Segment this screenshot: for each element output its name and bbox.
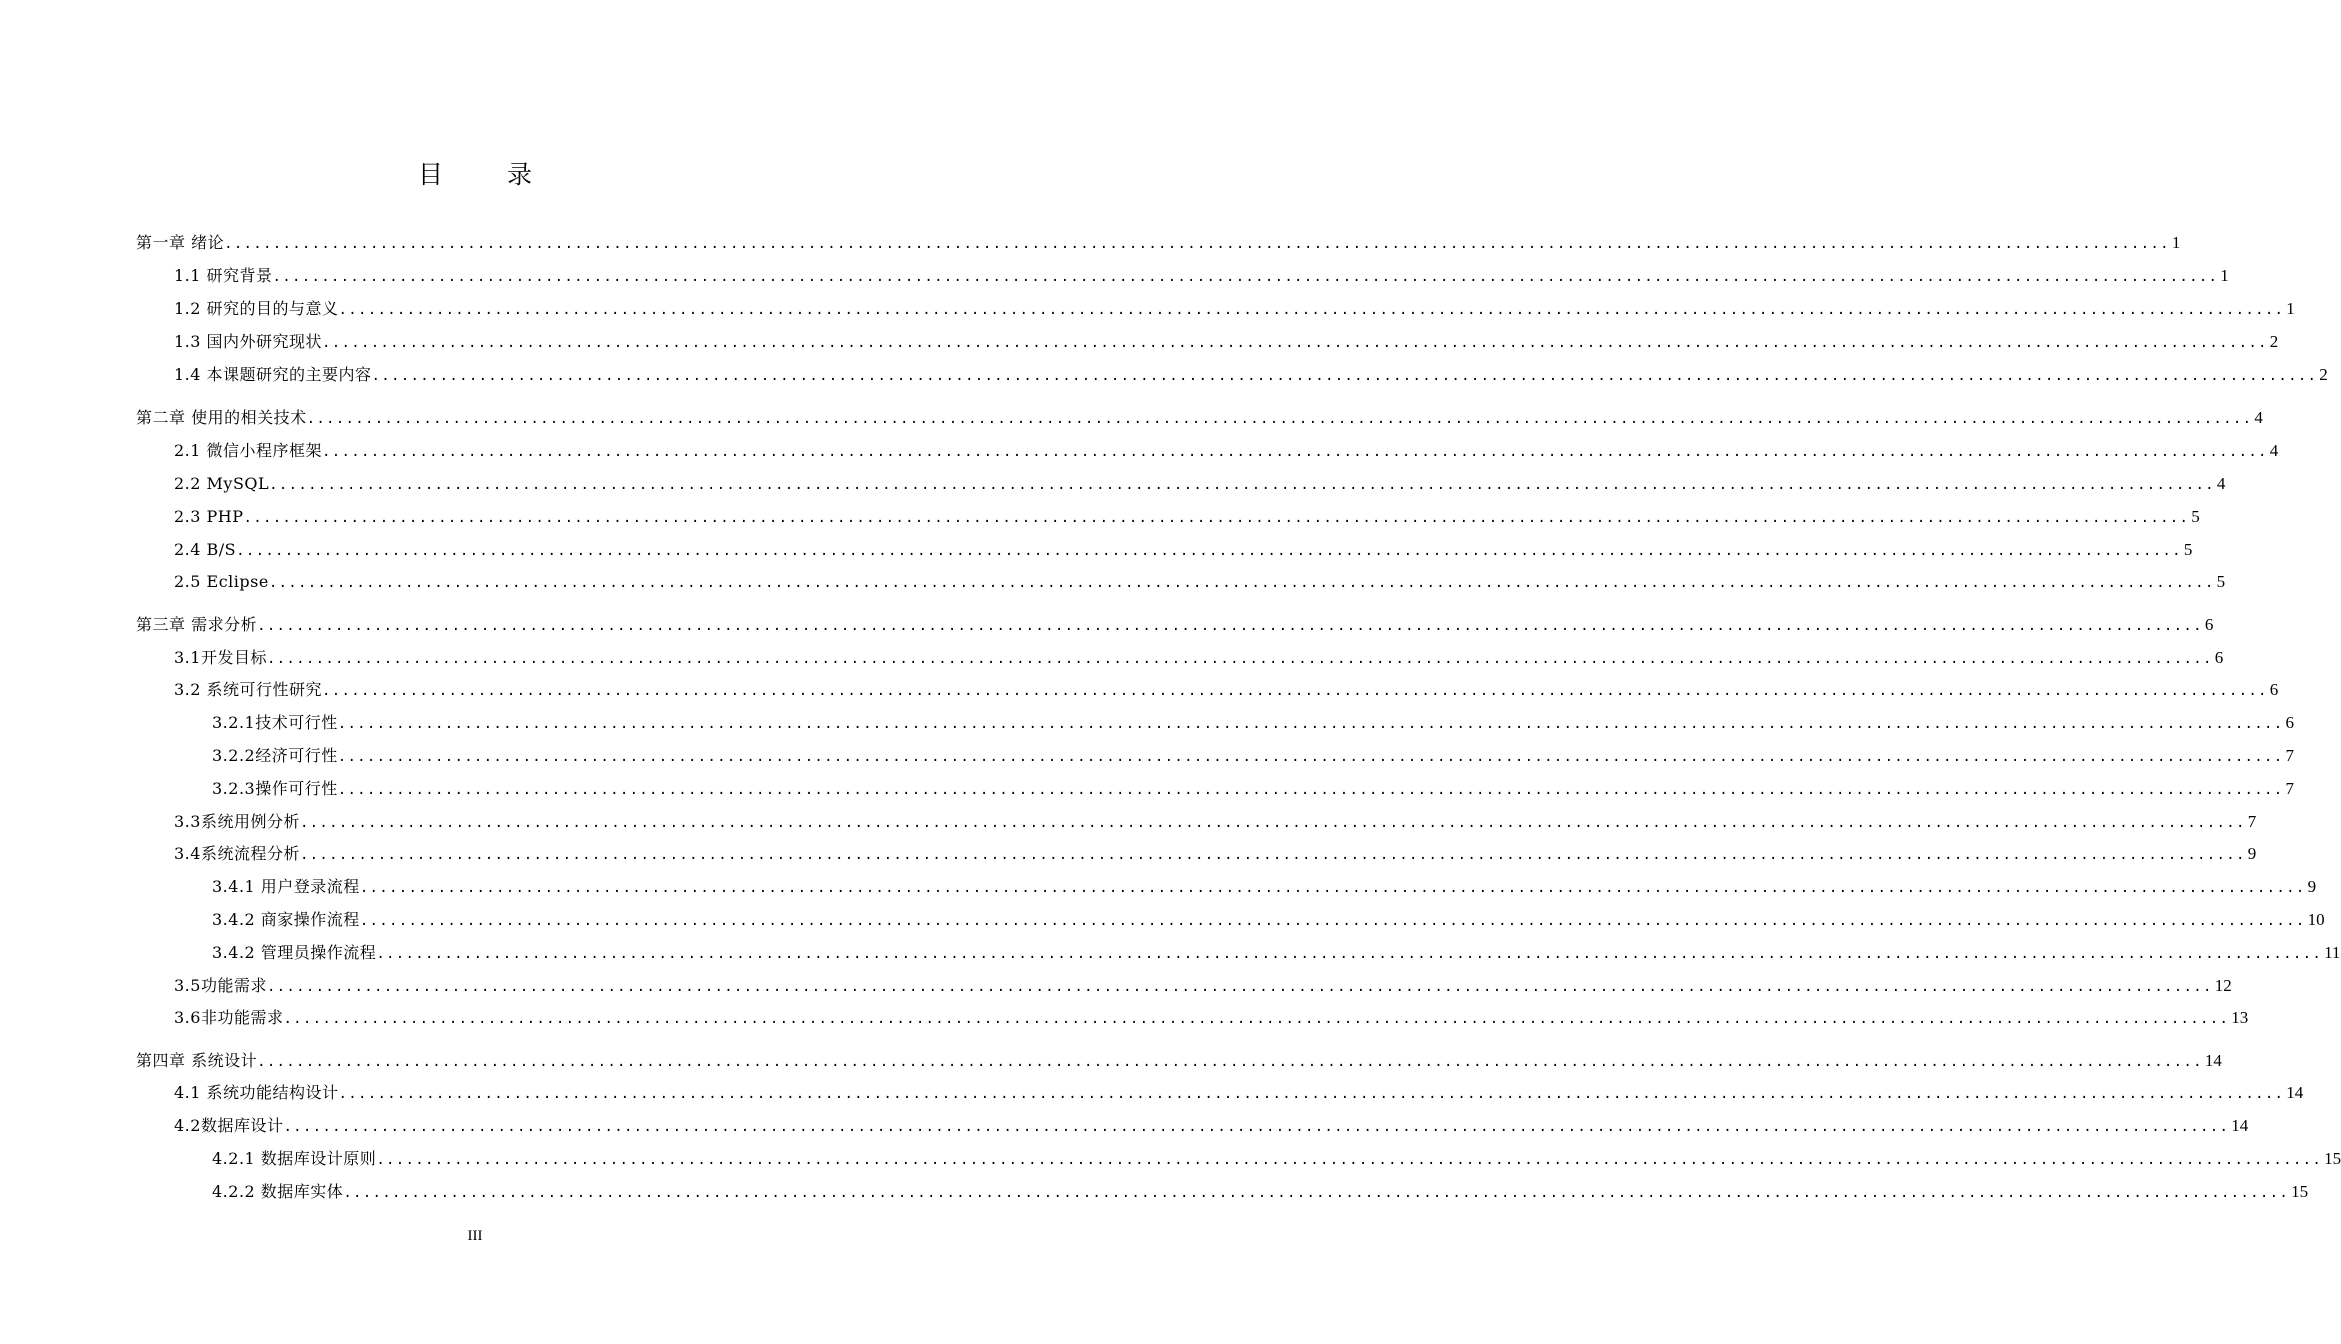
toc-entry-label: 4.2.1 数据库设计原则 — [212, 1149, 377, 1168]
toc-dot-leader: ........................................................................................................................................................................................................ — [283, 1119, 2230, 1135]
toc-dot-leader: ........................................................................................................................................................................................................ — [322, 444, 2268, 460]
toc-entry[interactable] — [212, 941, 2341, 965]
toc-entry-page-number: 9 — [2247, 844, 2257, 863]
toc-dot-leader: ........................................................................................................................................................................................................ — [359, 880, 2306, 896]
toc-entry-label: 3.3系统用例分析 — [174, 812, 300, 831]
toc-dot-leader: ........................................................................................................................................................................................................ — [306, 411, 2253, 427]
toc-entry-label: 3.2 系统可行性研究 — [174, 680, 323, 699]
toc-entry-label: 3.2.3操作可行性 — [212, 779, 338, 798]
toc-dot-leader: ........................................................................................................................................................................................................ — [283, 1011, 2230, 1027]
toc-entry-page-number: 13 — [2231, 1008, 2249, 1027]
toc-entry-label: 4.2.2 数据库实体 — [212, 1182, 344, 1201]
toc-entry[interactable] — [174, 264, 2229, 288]
toc-entry-page-number: 5 — [2191, 507, 2200, 526]
toc-entry[interactable] — [174, 1114, 2249, 1138]
toc-entry[interactable] — [174, 330, 2279, 354]
toc-dot-leader: ........................................................................................................................................................................................................ — [371, 368, 2318, 384]
toc-dot-leader: ........................................................................................................................................................................................................ — [272, 269, 2219, 285]
toc-entry-label: 2.4 B/S — [174, 540, 237, 559]
toc-dot-leader: ........................................................................................................................................................................................................ — [343, 1185, 2290, 1201]
toc-entry[interactable] — [174, 1006, 2249, 1030]
toc-entry-label: 3.5功能需求 — [174, 976, 267, 995]
toc-entry[interactable] — [174, 570, 2226, 594]
toc-entry-label: 2.1 微信小程序框架 — [174, 441, 323, 460]
toc-entry[interactable] — [212, 777, 2294, 801]
toc-entry-page-number: 9 — [2307, 877, 2317, 896]
toc-entry-page-number: 15 — [2324, 1149, 2341, 1168]
toc-entry[interactable] — [174, 363, 2328, 387]
toc-dot-leader: ........................................................................................................................................................................................................ — [243, 510, 2190, 526]
toc-dot-leader: ........................................................................................................................................................................................................ — [257, 1054, 2203, 1070]
toc-dot-leader: ........................................................................................................................................................................................................ — [338, 1086, 2285, 1102]
toc-entry-label: 1.4 本课题研究的主要内容 — [174, 365, 372, 384]
toc-entry[interactable] — [174, 439, 2279, 463]
toc-entry-label: 2.2 MySQL — [174, 474, 270, 493]
toc-entry-label: 3.1开发目标 — [174, 648, 267, 667]
toc-entry-page-number: 11 — [2324, 943, 2341, 962]
toc-entry[interactable] — [174, 974, 2232, 998]
toc-entry-page-number: 6 — [2204, 615, 2214, 634]
toc-entry[interactable] — [136, 613, 2214, 637]
toc-entry-label: 1.1 研究背景 — [174, 266, 273, 285]
toc-entry[interactable] — [174, 472, 2226, 496]
toc-entry-label: 3.2.2经济可行性 — [212, 746, 338, 765]
toc-entry[interactable] — [174, 646, 2224, 670]
toc-dot-leader: ........................................................................................................................................................................................................ — [337, 749, 2284, 765]
toc-entry[interactable] — [174, 678, 2279, 702]
toc-entry[interactable] — [174, 810, 2257, 834]
toc-entry-label: 4.1 系统功能结构设计 — [174, 1083, 339, 1102]
toc-entry-label: 第三章 需求分析 — [136, 615, 258, 634]
toc-entry-page-number: 14 — [2204, 1051, 2222, 1070]
toc-dot-leader: ........................................................................................................................................................................................................ — [236, 543, 2182, 559]
page-title: 目 录 — [418, 160, 560, 189]
toc-entry-page-number: 14 — [2231, 1116, 2249, 1135]
toc-entry-page-number: 2 — [2269, 332, 2279, 351]
toc-entry-label: 1.2 研究的目的与意义 — [174, 299, 339, 318]
toc-entry-label: 第二章 使用的相关技术 — [136, 408, 307, 427]
toc-dot-leader: ........................................................................................................................................................................................................ — [269, 477, 2215, 493]
toc-entry-page-number: 7 — [2285, 746, 2294, 765]
toc-entry-page-number: 5 — [2216, 572, 2226, 591]
toc-entry[interactable] — [212, 711, 2294, 735]
toc-entry-label: 3.6非功能需求 — [174, 1008, 284, 1027]
toc-entry-label: 3.2.1技术可行性 — [212, 713, 338, 732]
toc-dot-leader: ........................................................................................................................................................................................................ — [376, 1152, 2323, 1168]
toc-entry-page-number: 1 — [2220, 266, 2229, 285]
toc-entry-label: 4.2数据库设计 — [174, 1116, 284, 1135]
toc-dot-leader: ........................................................................................................................................................................................................ — [299, 847, 2246, 863]
toc-entry[interactable] — [136, 406, 2263, 430]
toc-dot-leader: ........................................................................................................................................................................................................ — [257, 618, 2203, 634]
toc-dot-leader: ........................................................................................................................................................................................................ — [322, 335, 2268, 351]
toc-entry-page-number: 7 — [2285, 779, 2294, 798]
toc-entry[interactable] — [212, 875, 2317, 899]
toc-entry-label: 3.4.2 管理员操作流程 — [212, 943, 377, 962]
toc-entry-label: 3.4.1 用户登录流程 — [212, 877, 360, 896]
toc-entry-label: 3.4.2 商家操作流程 — [212, 910, 360, 929]
toc-entry[interactable] — [174, 1081, 2304, 1105]
toc-entry[interactable] — [212, 908, 2325, 932]
toc-entry-page-number: 14 — [2286, 1083, 2304, 1102]
toc-entry[interactable] — [174, 538, 2193, 562]
toc-entry-label: 第四章 系统设计 — [136, 1051, 258, 1070]
toc-entry-label: 2.3 PHP — [174, 507, 244, 526]
toc-entry[interactable] — [136, 231, 2181, 255]
toc-entry-page-number: 4 — [2269, 441, 2279, 460]
toc-dot-leader: ........................................................................................................................................................................................................ — [299, 815, 2246, 831]
toc-entry-label: 3.4系统流程分析 — [174, 844, 300, 863]
toc-entry-page-number: 6 — [2269, 680, 2279, 699]
toc-entry[interactable] — [212, 744, 2294, 768]
toc-entry-page-number: 1 — [2286, 299, 2295, 318]
toc-dot-leader: ........................................................................................................................................................................................................ — [224, 236, 2170, 252]
toc-entry-page-number: 6 — [2214, 648, 2224, 667]
toc-entry-label: 第一章 绪论 — [136, 233, 225, 252]
toc-entry[interactable] — [174, 297, 2295, 321]
toc-entry[interactable] — [212, 1180, 2309, 1204]
toc-dot-leader: ........................................................................................................................................................................................................ — [376, 946, 2323, 962]
toc-dot-leader: ........................................................................................................................................................................................................ — [338, 302, 2285, 318]
toc-dot-leader: ........................................................................................................................................................................................................ — [322, 683, 2268, 699]
toc-entry-page-number: 4 — [2254, 408, 2263, 427]
toc-entry-page-number: 10 — [2307, 910, 2325, 929]
toc-entry-page-number: 5 — [2183, 540, 2193, 559]
footer-page-number: III — [467, 1228, 483, 1244]
toc-entry-page-number: 2 — [2319, 365, 2328, 384]
toc-entry[interactable] — [174, 842, 2257, 866]
toc-entry-page-number: 6 — [2285, 713, 2294, 732]
toc-dot-leader: ........................................................................................................................................................................................................ — [266, 979, 2213, 995]
toc-entry[interactable] — [174, 505, 2200, 529]
toc-dot-leader: ........................................................................................................................................................................................................ — [359, 913, 2306, 929]
toc-entry-page-number: 4 — [2216, 474, 2226, 493]
toc-dot-leader: ........................................................................................................................................................................................................ — [337, 782, 2284, 798]
toc-dot-leader: ........................................................................................................................................................................................................ — [266, 651, 2213, 667]
toc-entry[interactable] — [212, 1147, 2341, 1171]
toc-entry-page-number: 7 — [2247, 812, 2257, 831]
toc-entry[interactable] — [136, 1049, 2222, 1073]
toc-entry-label: 1.3 国内外研究现状 — [174, 332, 323, 351]
toc-entry-label: 2.5 Eclipse — [174, 572, 269, 591]
toc-dot-leader: ........................................................................................................................................................................................................ — [337, 716, 2284, 732]
toc-entry-page-number: 1 — [2171, 233, 2181, 252]
toc-entry-page-number: 12 — [2214, 976, 2232, 995]
toc-entry-page-number: 15 — [2291, 1182, 2309, 1201]
toc-dot-leader: ........................................................................................................................................................................................................ — [268, 575, 2215, 591]
